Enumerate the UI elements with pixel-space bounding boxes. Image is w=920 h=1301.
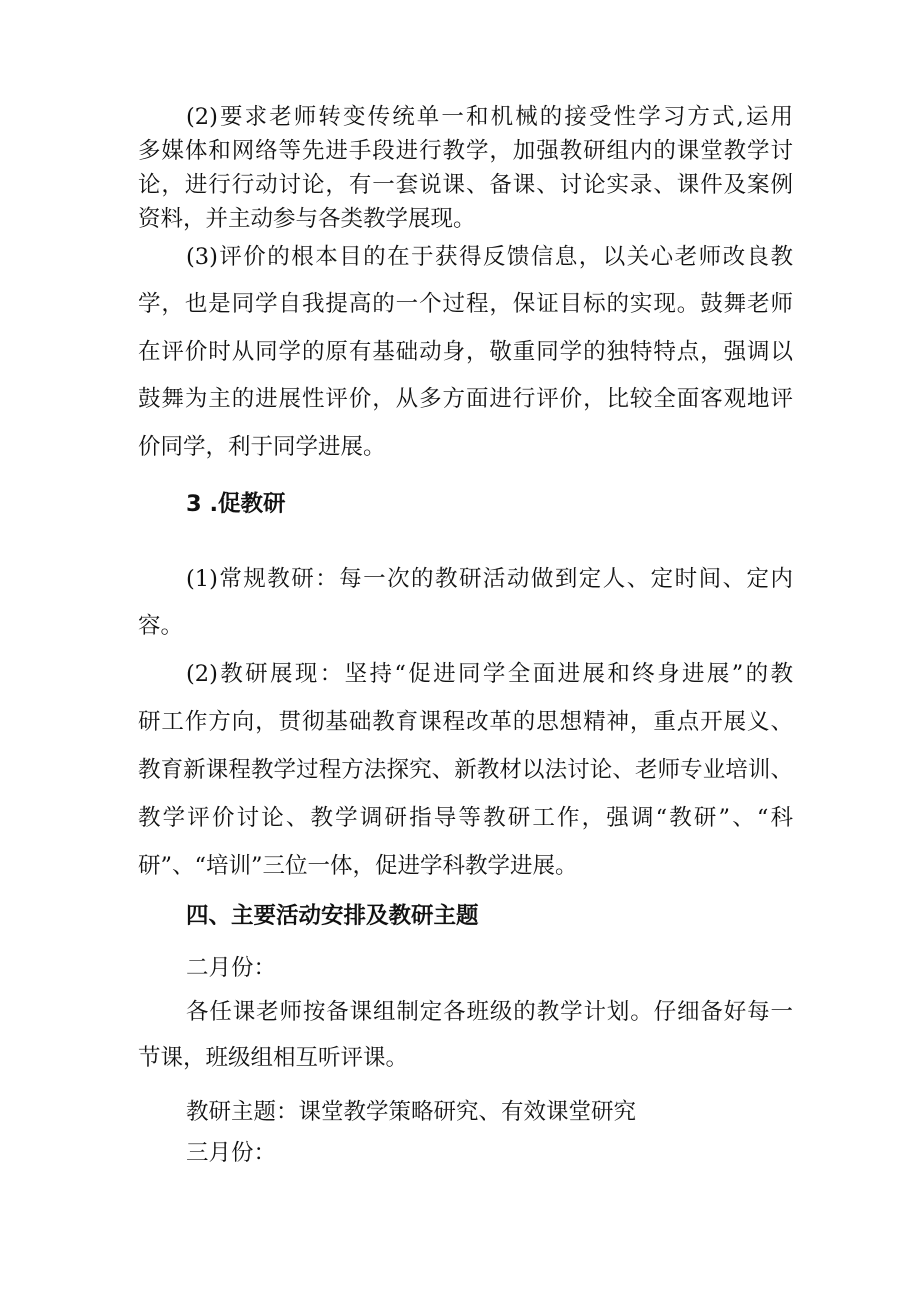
paragraph-3-line-3: 在评价时从同学的原有基础动身，敬重同学的独特特点，强调以 bbox=[138, 339, 793, 365]
paragraph-2-line-2: 多媒体和网络等先进手段进行教学，加强教研组内的课堂教学讨 bbox=[138, 138, 793, 164]
research-showcase-line-4: 教学评价讨论、教学调研指导等教研工作，强调“教研”、“科 bbox=[138, 805, 793, 831]
paragraph-2-line-4: 资料，并主动参与各类教学展现。 bbox=[138, 206, 476, 232]
research-showcase-line-2: 研工作方向，贯彻基础教育课程改革的思想精神，重点开展义、 bbox=[138, 709, 793, 735]
section-heading-promote-research: 3 .促教研 bbox=[186, 491, 286, 517]
paragraph-3-line-5: 价同学，利于同学进展。 bbox=[138, 434, 386, 460]
paragraph-3-line-4: 鼓舞为主的进展性评价，从多方面进行评价，比较全面客观地评 bbox=[138, 386, 793, 412]
february-plan-line-1: 各任课老师按备课组制定各班级的教学计划。仔细备好每一 bbox=[186, 999, 793, 1025]
routine-research-line-1: (1)常规教研：每一次的教研活动做到定人、定时间、定内 bbox=[186, 566, 793, 592]
month-march: 三月份： bbox=[186, 1140, 277, 1166]
paragraph-3-line-1: (3)评价的根本目的在于获得反馈信息，以关心老师改良教 bbox=[186, 244, 793, 270]
paragraph-2-line-3: 论，进行行动讨论，有一套说课、备课、讨论实录、课件及案例 bbox=[138, 172, 793, 198]
february-plan-line-2: 节课，班级组相互听评课。 bbox=[138, 1045, 409, 1071]
paragraph-2-line-1: (2)要求老师转变传统单一和机械的接受性学习方式,运用 bbox=[186, 104, 793, 130]
february-research-theme: 教研主题：课堂教学策略研究、有效课堂研究 bbox=[186, 1099, 637, 1125]
routine-research-line-2: 容。 bbox=[138, 613, 184, 639]
paragraph-3-line-2: 学，也是同学自我提高的一个过程，保证目标的实现。鼓舞老师 bbox=[138, 291, 793, 317]
month-february: 二月份： bbox=[186, 955, 277, 981]
research-showcase-line-1: (2)教研展现：坚持“促进同学全面进展和终身进展”的教 bbox=[186, 661, 793, 687]
section-heading-main-activities: 四、主要活动安排及教研主题 bbox=[186, 903, 479, 929]
research-showcase-line-3: 教育新课程教学过程方法探究、新教材以法讨论、老师专业培训、 bbox=[138, 757, 793, 783]
research-showcase-line-5: 研”、“培训”三位一体，促进学科教学进展。 bbox=[138, 853, 578, 879]
